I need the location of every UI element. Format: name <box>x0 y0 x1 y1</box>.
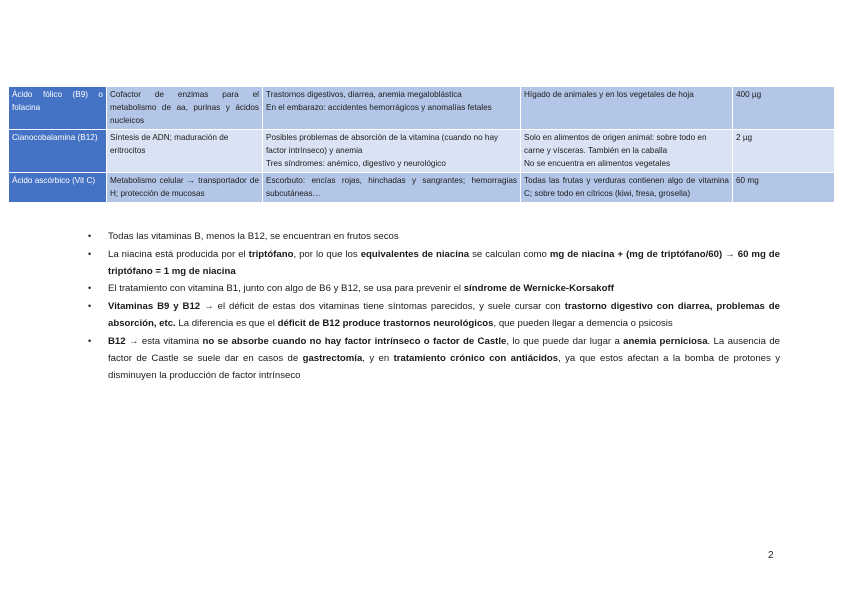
note-text: , ya que estos afectan a la bomba de protones y disminuyen la producción de factor intrínseco <box>108 352 780 382</box>
page-number: 2 <box>768 550 774 561</box>
note-bold: trastorno digestivo con diarrea, problemas de absorción, etc. <box>108 300 781 330</box>
note-text: se calculan como <box>469 248 550 260</box>
sources-line: No se encuentra en alimentos vegetales <box>524 159 671 168</box>
note-text: el déficit de estas dos vitaminas tiene síntomas parecidos, y suele cursar con <box>213 300 565 312</box>
note-text: La diferencia es que el <box>175 318 278 330</box>
notes-list <box>72 228 780 385</box>
note-bold: triptófano <box>248 248 294 260</box>
bullet-icon: • <box>88 335 92 346</box>
bullet-icon: • <box>88 248 92 259</box>
note-bold: mg de niacina + (mg de triptófano/60) → 60 mg de triptófano = 1 mg de niacina <box>108 248 781 277</box>
vitamin-name: Ácido fólico (B9) o folacina <box>9 87 107 130</box>
vitamin-name: Cianocobalamina (B12) <box>9 130 107 173</box>
note-text: , que pueden llegar a demencia o psicosis <box>493 318 673 330</box>
vitamin-name: Ácido ascórbico (Vit C) <box>9 173 107 203</box>
note-bold: B12 → <box>108 335 139 347</box>
list-item <box>72 228 780 245</box>
table-row <box>9 173 835 203</box>
vitamin-deficit <box>263 87 521 130</box>
note-text: La niacina está producida por el <box>108 248 249 260</box>
note-text: , lo que puede dar lugar a <box>506 335 624 347</box>
vitamin-amount: 2 µg <box>733 130 835 173</box>
vitamin-function: Metabolismo celular → transportador de H; protección de mucosas <box>107 173 263 203</box>
note-bold: déficit de B12 produce trastornos neurológicos <box>277 318 494 330</box>
deficit-line: En el embarazo: accidentes hemorrágicos y anomalías fetales <box>266 103 492 112</box>
list-item <box>72 333 780 385</box>
note-bold: equivalentes de niacina <box>360 248 470 260</box>
vitamin-sources: Todas las frutas y verduras contienen algo de vitamina C; sobre todo en cítricos (kiwi, fresa, grosella) <box>521 173 733 203</box>
note-text: Todas las vitaminas B, menos la B12, se encuentran en frutos secos <box>108 231 399 242</box>
bullet-icon: • <box>88 231 92 241</box>
list-item <box>72 246 780 280</box>
note-text: , y en <box>362 352 394 364</box>
sources-line: Solo en alimentos de origen animal: sobre todo en carne y vísceras. También en la caballa <box>524 133 707 155</box>
note-bold: anemia perniciosa <box>623 335 708 347</box>
vitamin-deficit: Escorbuto: encías rojas, hinchadas y sangrantes; hemorragias subcutáneas… <box>263 173 521 203</box>
deficit-line: Trastornos digestivos, diarrea, anemia megaloblástica <box>266 90 462 99</box>
vitamin-sources <box>521 130 733 173</box>
table-row <box>9 130 835 173</box>
list-item <box>72 280 780 297</box>
bullet-icon: • <box>88 283 92 294</box>
note-text: El tratamiento con vitamina B1, junto con algo de B6 y B12, se usa para prevenir el <box>108 283 464 295</box>
vitamin-amount: 60 mg <box>733 173 835 203</box>
note-bold: gastrectomía <box>302 352 363 364</box>
note-text: . La ausencia de factor de Castle se suele dar en casos de <box>108 335 780 364</box>
vitamin-deficit <box>263 130 521 173</box>
bullet-icon: • <box>88 300 92 311</box>
note-text: , por lo que los <box>293 248 361 260</box>
note-bold: síndrome de Wernicke-Korsakoff <box>463 283 614 295</box>
list-item <box>72 298 780 332</box>
note-bold: Vitaminas B9 y B12 → <box>108 300 214 312</box>
note-text: esta vitamina <box>138 335 203 347</box>
note-bold: no se absorbe cuando no hay factor intrínseco o factor de Castle <box>202 335 507 347</box>
vitamins-table <box>8 86 835 203</box>
deficit-line: Tres síndromes: anémico, digestivo y neurológico <box>266 159 446 168</box>
deficit-line: Posibles problemas de absorción de la vitamina (cuando no hay factor intrínseco) y anemia <box>266 133 499 155</box>
vitamin-amount: 400 µg <box>733 87 835 130</box>
vitamin-function: Síntesis de ADN; maduración de eritrocitos <box>107 130 263 173</box>
vitamin-function: Cofactor de enzimas para el metabolismo de aa, purinas y ácidos nucleicos <box>107 87 263 130</box>
vitamin-sources: Hígado de animales y en los vegetales de hoja <box>521 87 733 130</box>
note-bold: tratamiento crónico con antiácidos <box>393 352 559 364</box>
table-row <box>9 87 835 130</box>
